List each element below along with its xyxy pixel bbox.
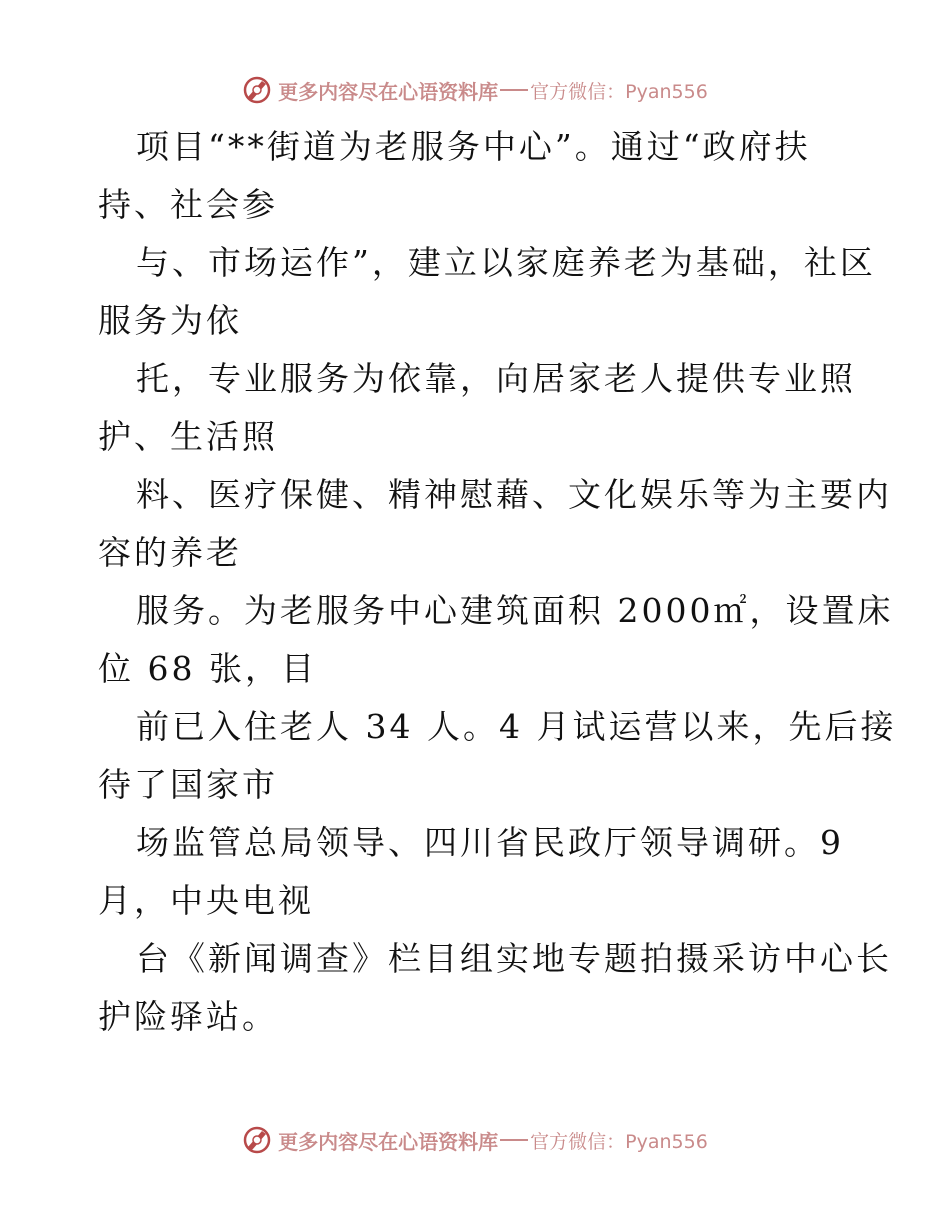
footer-banner-wechat: 官方微信：Pyan556 (530, 1130, 708, 1153)
body-line-1: 项目“**街道为老服务中心”。通过“政府扶 (136, 127, 811, 166)
body-line-9: 服务。为老服务中心建筑面积 2000㎡，设置床 (136, 591, 894, 630)
document-body (98, 118, 897, 1046)
body-line-2: 持、社会参 (98, 185, 278, 224)
header-banner-text: 更多内容尽在心语资料库 (278, 79, 499, 104)
body-line-14: 月，中央电视 (98, 881, 314, 920)
header-banner (0, 70, 950, 110)
body-line-16: 护险驿站。 (98, 997, 278, 1036)
body-line-13: 场监管总局领导、四川省民政厅领导调研。9 (136, 823, 844, 862)
body-line-10: 位 68 张，目 (98, 649, 317, 688)
body-line-11: 前已入住老人 34 人。4 月试运营以来，先后接 (136, 707, 897, 746)
header-banner-wechat: 官方微信：Pyan556 (530, 80, 708, 103)
body-line-12: 待了国家市 (98, 765, 278, 804)
logo-icon (242, 75, 272, 105)
footer-banner-dash (500, 1139, 528, 1141)
body-line-8: 容的养老 (98, 533, 242, 572)
header-banner-dash (500, 89, 528, 91)
body-line-5: 托，专业服务为依靠，向居家老人提供专业照 (136, 359, 856, 398)
body-line-3: 与、市场运作”，建立以家庭养老为基础，社区 (136, 243, 876, 282)
footer-banner-text: 更多内容尽在心语资料库 (278, 1129, 499, 1154)
body-line-15: 台《新闻调查》栏目组实地专题拍摄采访中心长 (136, 939, 892, 978)
body-line-6: 护、生活照 (98, 417, 278, 456)
body-line-7: 料、医疗保健、精神慰藉、文化娱乐等为主要内 (136, 475, 892, 514)
footer-banner (0, 1120, 950, 1160)
body-line-4: 服务为依 (98, 301, 242, 340)
logo-icon (242, 1125, 272, 1155)
